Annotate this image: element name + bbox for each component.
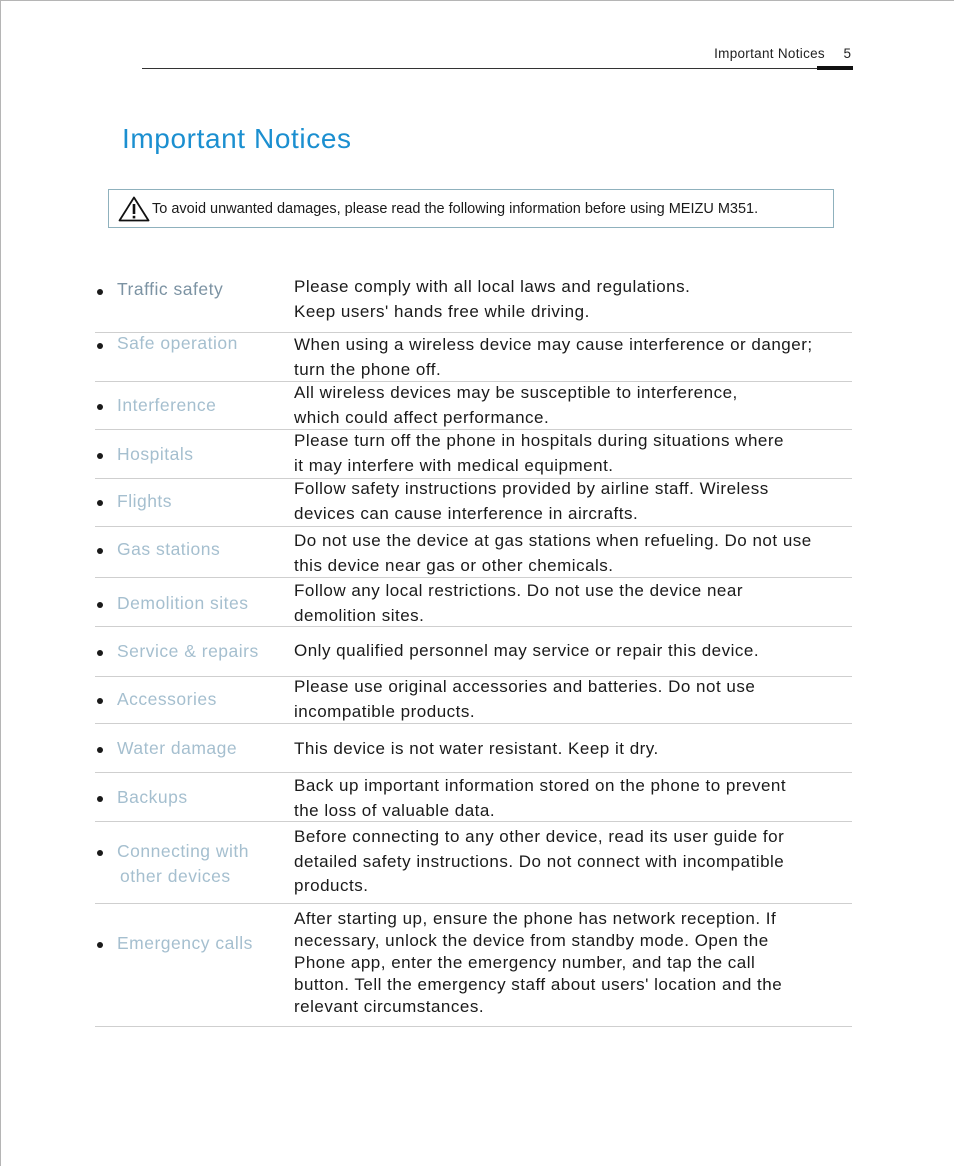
- notice-label-line: other devices: [120, 866, 231, 886]
- notice-row: [95, 724, 852, 773]
- notice-label: [117, 489, 172, 514]
- bullet-icon: [97, 548, 103, 554]
- notice-description-line: This device is not water resistant. Keep it dry.: [294, 739, 659, 758]
- notice-description-line: which could affect performance.: [294, 407, 550, 427]
- bullet-icon: [97, 650, 103, 656]
- notice-description-line: All wireless devices may be susceptible to interference,: [294, 383, 738, 402]
- notice-description-line: relevant circumstances.: [294, 997, 485, 1016]
- page-title: Important Notices: [122, 122, 352, 154]
- notice-description-line: When using a wireless device may cause interference or danger;: [294, 335, 813, 354]
- notice-row: [95, 270, 852, 333]
- notice-description: [294, 639, 859, 664]
- notice-description-line: the loss of valuable data.: [294, 800, 496, 820]
- notice-description-line: Please comply with all local laws and regulations.: [294, 277, 691, 296]
- notice-description-line: it may interfere with medical equipment.: [294, 455, 614, 475]
- bullet-icon: [97, 289, 103, 295]
- bullet-icon: [97, 698, 103, 704]
- notice-description-line: Before connecting to any other device, read its user guide for: [294, 827, 785, 846]
- notice-label: [117, 393, 216, 418]
- notice-description: [294, 737, 859, 762]
- row-divider: [95, 1026, 852, 1027]
- page-number: 5: [843, 46, 851, 61]
- notice-row: [95, 677, 852, 724]
- bullet-icon: [97, 942, 103, 948]
- notice-description-line: Do not use the device at gas stations when refueling. Do not use: [294, 531, 812, 550]
- notice-label: [117, 736, 237, 761]
- notice-label-line: Demolition sites: [117, 593, 249, 613]
- notice-description-line: devices can cause interference in aircrafts.: [294, 503, 639, 523]
- notice-description-line: Phone app, enter the emergency number, and tap the call: [294, 953, 756, 972]
- notice-description-line: Please use original accessories and batteries. Do not use: [294, 677, 756, 696]
- notice-description-line: Only qualified personnel may service or repair this device.: [294, 641, 760, 660]
- notice-description-line: this device near gas or other chemicals.: [294, 555, 614, 575]
- warning-text: To avoid unwanted damages, please read the following information before using MEIZU M351.: [152, 201, 759, 217]
- notice-label-line: Connecting with: [117, 841, 250, 861]
- notice-label-line: Interference: [117, 395, 217, 415]
- notice-row: [95, 627, 852, 677]
- bullet-icon: [97, 343, 103, 349]
- notice-label-line: Gas stations: [117, 539, 221, 559]
- bullet-icon: [97, 747, 103, 753]
- notice-row: [95, 904, 852, 1027]
- notice-label-line: Accessories: [117, 689, 217, 709]
- notice-description-line: demolition sites.: [294, 605, 425, 625]
- bullet-icon: [97, 602, 103, 608]
- bullet-icon: [97, 500, 103, 506]
- notice-description-line: button. Tell the emergency staff about users' location and the: [294, 975, 783, 994]
- notice-description: [294, 529, 859, 578]
- notice-label-line: Safe operation: [117, 333, 238, 353]
- notice-description-line: detailed safety instructions. Do not connect with incompatible: [294, 851, 785, 871]
- notice-description-line: incompatible products.: [294, 701, 476, 721]
- notice-label: [117, 839, 249, 889]
- notice-row: [95, 333, 852, 382]
- notice-label: [117, 687, 217, 712]
- notice-row: [95, 578, 852, 627]
- notice-description: [294, 908, 859, 1018]
- notice-description-line: products.: [294, 876, 369, 895]
- notice-label-line: Service & repairs: [117, 641, 259, 661]
- notice-label: [117, 931, 253, 956]
- notice-description-line: necessary, unlock the device from standby mode. Open the: [294, 931, 769, 950]
- notice-description: [294, 477, 859, 526]
- notice-label-line: Water damage: [117, 738, 238, 758]
- notice-label: [117, 537, 220, 562]
- notice-description: [294, 675, 859, 724]
- notice-label: [117, 277, 223, 302]
- notice-label: [117, 331, 238, 356]
- notice-label: [117, 442, 193, 467]
- notice-row: [95, 527, 852, 578]
- bullet-icon: [97, 453, 103, 459]
- notice-description-line: turn the phone off.: [294, 359, 442, 379]
- notice-row: [95, 773, 852, 822]
- notice-label-line: Hospitals: [117, 444, 194, 464]
- notice-description-line: Back up important information stored on the phone to prevent: [294, 776, 787, 795]
- notice-description-line: Follow safety instructions provided by airline staff. Wireless: [294, 479, 769, 498]
- notice-label: [117, 591, 249, 616]
- notice-description-line: Follow any local restrictions. Do not use the device near: [294, 581, 743, 600]
- bullet-icon: [97, 796, 103, 802]
- notice-description: [294, 579, 859, 628]
- notice-label: [117, 785, 188, 810]
- notice-description: [294, 333, 859, 382]
- notice-row: [95, 822, 852, 904]
- notice-row: [95, 479, 852, 527]
- notice-description: [294, 825, 859, 899]
- notice-row: [95, 382, 852, 430]
- notice-label-line: Flights: [117, 491, 173, 511]
- notice-description: [294, 275, 859, 324]
- bullet-icon: [97, 850, 103, 856]
- notice-label-line: Traffic safety: [117, 279, 224, 299]
- notice-description-line: After starting up, ensure the phone has network reception. If: [294, 909, 777, 928]
- notice-description: [294, 429, 859, 478]
- notice-row: [95, 430, 852, 479]
- running-header-title: Important Notices: [714, 46, 825, 61]
- notice-description-line: Keep users' hands free while driving.: [294, 301, 590, 321]
- notice-label-line: Backups: [117, 787, 188, 807]
- notice-label-line: Emergency calls: [117, 933, 253, 953]
- notice-description-line: Please turn off the phone in hospitals during situations where: [294, 431, 784, 450]
- notice-description: [294, 381, 859, 430]
- bullet-icon: [97, 404, 103, 410]
- notice-label: [117, 639, 259, 664]
- notice-description: [294, 774, 859, 823]
